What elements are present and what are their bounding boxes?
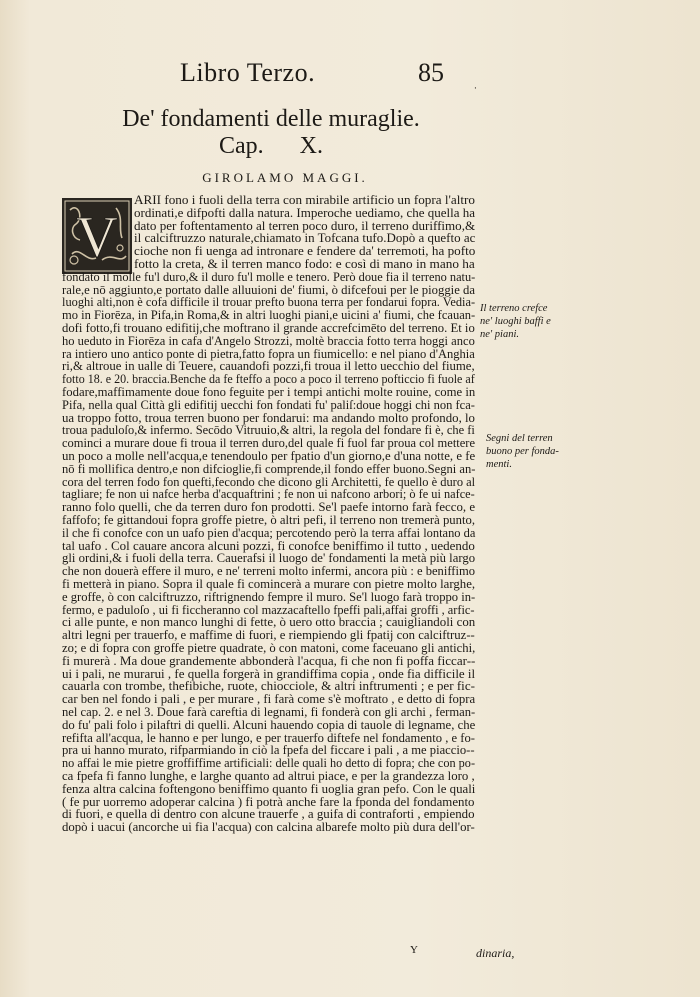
text-line: ranno folo quelli, che da terren duro fon prodotti. Se'l paefe intorno farà fecco, e: [62, 500, 476, 515]
text-line: fi murerà . Ma doue grandemente abbonderà l'acqua, fi che non fi poffa ficcar--: [62, 653, 476, 668]
text-line: zo; e di fopra con groffe pietre quadrate, ò con matoni, come faceuano gli antichi,: [62, 641, 476, 655]
text-line: altri legni per trauerfo, e maffime di fuori, e riempiendo gli fpatij con calciftruz--: [62, 628, 475, 643]
text-line: ri,& altroue in ualle di Teuere, cauandofi pozzi,fi troua il letto uecchio del fiume,: [62, 359, 475, 374]
text-line: fondato il molle fu'l duro,& il duro fu'l molle e tenero. Però doue fia il terreno natu-: [62, 269, 476, 284]
text-line: cora del terren fodo fon quefti,fecondo che dicono gli Architetti, fe quello è duro al: [62, 474, 476, 489]
text-line: fodare,maffimamente doue fono feguite per i tempi antichi molte rouine, come in: [62, 385, 476, 399]
text-line: il calciftruzzo naturale,chiamato in Tofcana tufo.Dopò a quefto ac: [134, 231, 476, 246]
initial-letter: V: [76, 204, 118, 269]
text-line: fi metterà in piano. Sopra il quale fi comincerà a murare con pietre molto larghe,: [62, 577, 476, 591]
margin-note-2-line: buono per fonda-: [486, 446, 559, 457]
text-line: ci alle punte, e non manco lunghi di fette, ò uero otto braccia ; cauigliandoli con: [62, 615, 476, 630]
text-line: ca fpefa fi fanno lunghe, e larghe quanto ad altrui piace, e per la grandezza loro ,: [62, 769, 475, 783]
header-title: Libro Terzo.: [180, 58, 316, 87]
text-line: do fu' pali folo i pilaftri di quelli. Alcuni hauendo copia di tauole di legname, che: [62, 717, 476, 732]
text-line: dopò i uacui (ancorche ui fia l'acqua) con calcina albarefe molto più dura dell'or-: [62, 820, 475, 835]
margin-note-2: [486, 432, 559, 471]
text-line: un poco a molle nell'acqua,e tenendoulo per fpatio d'un giorno,e d'una notte, e fe: [62, 449, 476, 463]
text-line: no affai le mie pietre groffiffime artificiali: delle quali ho detto di fopra; che con po-: [62, 756, 476, 771]
text-line: ra intiero uno antico ponte di pietra,fatto fopra un fiumicello: e nel piano d'Anghia: [62, 346, 475, 361]
text-line: fenza altra calcina foftengono beniffimo quanto fi uoglia gran pefo. Con le quali: [62, 781, 476, 796]
margin-note-1-line: ne' luoghi baffi e: [480, 316, 551, 327]
decorated-initial-icon: [62, 198, 132, 274]
running-header: [180, 58, 450, 94]
text-line: ui i pali, ne murarui , fe quella forgerà in grandiffima copia , onde fia difficile il: [62, 666, 476, 681]
chapter-title-line-1: De' fondamenti delle muraglie.: [122, 106, 420, 132]
text-line: ordinati,e difpofti dalla natura. Imperoche uediamo, che quella ha: [134, 205, 475, 220]
text-line: di fuori, e quella di dentro con alcune trauerfe , a guifa di contraforti , empiendo: [62, 807, 475, 822]
margin-note-1: [480, 302, 551, 341]
text-line: e groffe, ò con calciftruzzo, riftrignendo fempre il muro. Se'l luogo farà troppo in-: [62, 589, 476, 604]
text-line: dofi fotto,fi trouano edifitij,che moftrano il grande accrefcimēto del terreno. Et io: [62, 321, 475, 335]
text-line: ua troppo fotto, troua terren buono per fondarui: ma andando molto profondo, lo: [62, 410, 475, 425]
margin-note-1-line: ne' piani.: [480, 329, 519, 340]
text-line: ARII fono i fuoli della terra con mirabile artificio un fopra l'altro: [134, 193, 476, 207]
text-line: che non douerà effere il muro, e ne' terreni molto infermi, ancora più : e beniffimo: [62, 564, 476, 579]
text-line: mo in Fiorēza, in Pifa,in Roma,& in altri luoghi piani,e uicini a' fiumi, che fcauan-: [62, 308, 476, 323]
text-line: nō fi mollifica dentro,e non difcioglie,fi comprende,il fondo effer buono.Segni an-: [62, 461, 476, 476]
header-mark: ·: [474, 84, 477, 94]
text-line: troua paduloſo,& infermo. Secōdo Vitruuio,& altri, la regola del fondare fi è, che fi: [62, 423, 475, 438]
decorated-initial: [62, 198, 132, 274]
chapter-title-line-2: Cap. X.: [219, 133, 323, 159]
text-line: fotto la creta, & il terren manco fodo: e così di mano in mano ha: [134, 257, 475, 271]
text-line: cominci a murare doue fi troua il terren duro,del quale fi fuol far proua col mettere: [62, 436, 476, 451]
text-line: fermo, e paduloſo , ui fi ficcheranno col mazzacaftello fpeffi pali,affai groffi , arfic-: [62, 602, 475, 617]
text-line: tagliare; fe non ui nafce herba d'acquaftrini ; fe non ui nafcono arbori; ò fe ui nafce-: [62, 487, 475, 502]
text-line: dato per foftentamento al terren poco duro, il terreno duriffimo,&: [134, 218, 476, 233]
text-line: ho ueduto in Fiorēza in cafa d'Angelo Strozzi, moltè braccia fotto terra hoggi anco: [62, 333, 475, 348]
page-number: 85: [418, 58, 444, 87]
text-line: tal uafo . Col cauare ancora alcuni pozzi, fi conofce beniffimo il tutto , uedendo: [62, 538, 475, 553]
text-line: car ben nel fondo i pali , e per murare , fi farà come s'è moftrato , e detto di fopra: [62, 692, 476, 707]
text-line: cioche non fi uenga ad intronare e fendere da' terremoti, ha pofto: [134, 244, 476, 259]
text-line: fotto 18. e 20. braccia.Benche da fe fteffo a poco a poco il terreno pofticcio fi fuole af: [62, 372, 475, 387]
text-line: refifta all'acqua, le hanno e per lungo, e per trauerfo diftefe nel fondamento , e fo-: [62, 730, 476, 745]
author-name: GIROLAMO MAGGI.: [202, 170, 368, 185]
text-line: pra ui hanno murato, rifparmiando in ciò la fpefa del ficcare i pali , a me piaccio--: [62, 743, 475, 758]
margin-note-2-line: Segni del terren: [486, 433, 553, 444]
text-line: faffofo; fe gittandoui fopra groffe pietre, ò altri pefi, il terreno non tremerà punto,: [62, 513, 476, 527]
text-line: rale,e nō aggiunto,e portato dalle alluuioni de' fiumi, ò difcefoui per le pioggie da: [62, 282, 475, 297]
catchword: dinaria,: [476, 946, 515, 960]
text-line: cauarla con trombe, thefibiche, ruote, chiocciole, & altri inftrumenti ; e per fic-: [62, 679, 475, 694]
text-line: gli ordini,& i fuoli della terra. Cauerafsi il luogo de' fondamenti la metà più largo: [62, 551, 476, 566]
text-line: il che fi conofce con un uafo pien d'acqua; percotendo però la terra affai lontano da: [62, 525, 476, 540]
text-line: ( fe pur uorremo adoperar calcina ) fi potrà anche fare la fponda del fondamento: [62, 794, 475, 809]
margin-note-1-line: Il terreno crefce: [480, 303, 548, 314]
text-line: luoghi alti,non è cofa difficile il trouar prefto buona terra per fondarui fopra. Vedia-: [62, 295, 476, 310]
margin-note-2-line: menti.: [486, 459, 512, 470]
text-line: Pifa, nella qual Città gli edifitij uecchi fon fondati fu' paliſ:doue hoggi chi non fca-: [62, 397, 475, 412]
text-line: nel cap. 2. e nel 3. Doue farà careftia di legnami, fi fonderà con gli archi , ferman-: [62, 705, 476, 719]
chapter-title: [108, 106, 434, 160]
signature-mark: Y: [410, 944, 418, 956]
